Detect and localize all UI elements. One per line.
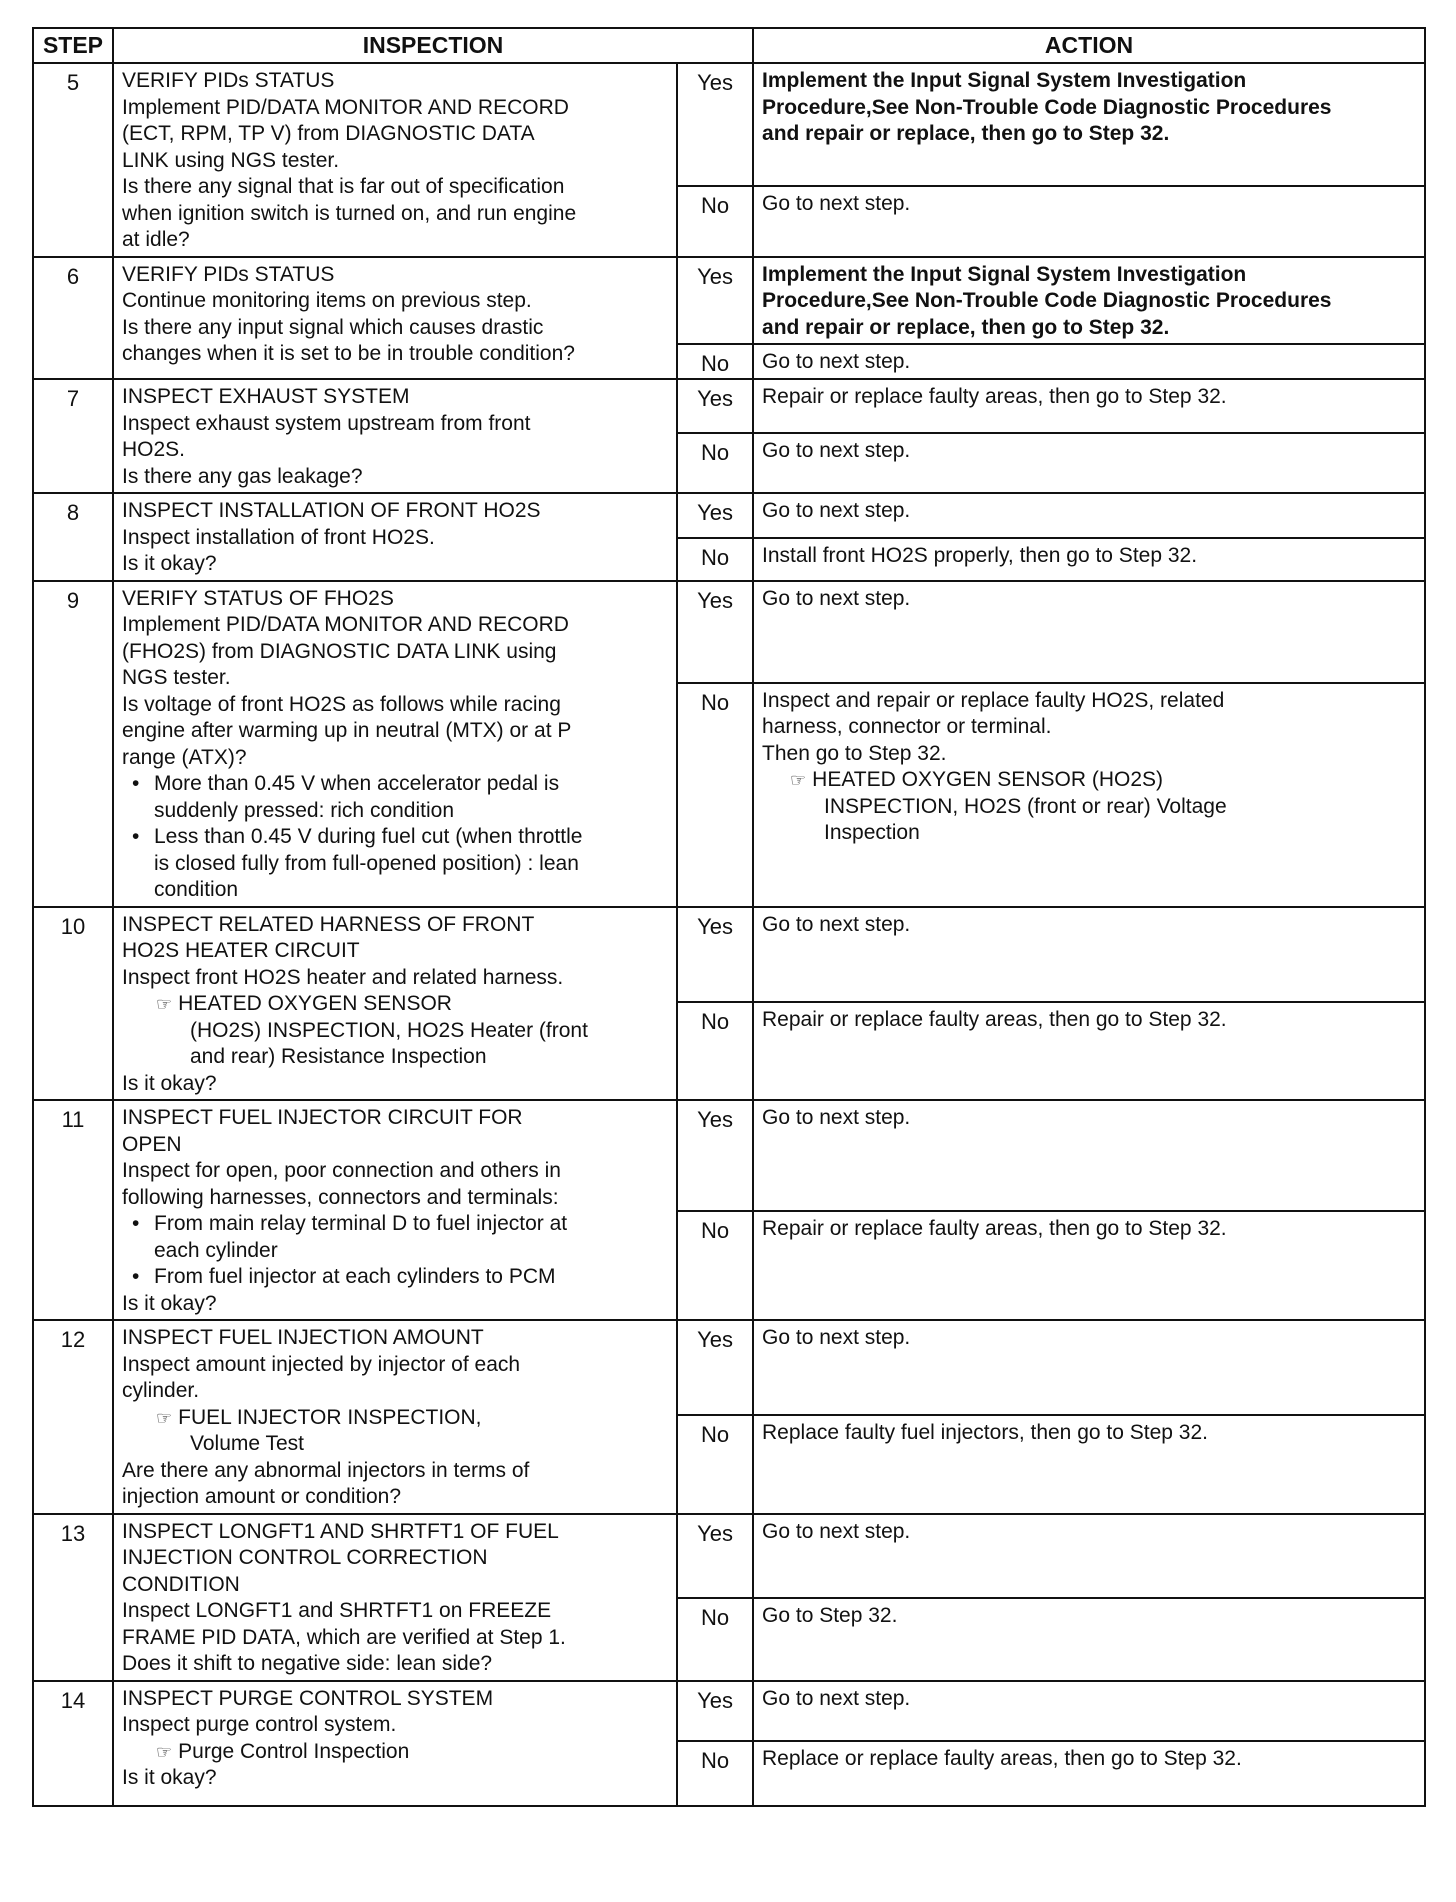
- inspection-line: Is it okay?: [122, 1071, 217, 1095]
- no-label: No: [677, 344, 753, 379]
- inspection-line: INSPECT LONGFT1 AND SHRTFT1 OF FUEL: [122, 1519, 559, 1543]
- reference-line: and rear) Resistance Inspection: [190, 1045, 487, 1068]
- table-row: [33, 581, 1425, 683]
- inspection-line: LINK using NGS tester.: [122, 148, 340, 172]
- yes-label: Yes: [677, 493, 753, 538]
- yes-action: [753, 63, 1425, 186]
- table-row: [33, 379, 1425, 433]
- no-label: No: [677, 1598, 753, 1680]
- table-row: [33, 907, 1425, 1002]
- no-label: No: [677, 186, 753, 256]
- action-line: Go to next step.: [762, 1326, 911, 1349]
- inspection-line: Are there any abnormal injectors in terms of: [122, 1458, 530, 1482]
- bullet-item: [122, 824, 670, 904]
- inspection-line: range (ATX)?: [122, 745, 247, 769]
- action-line: Go to Step 32.: [762, 1604, 898, 1628]
- inspection-line: INSPECT PURGE CONTROL SYSTEM: [122, 1686, 494, 1710]
- yes-action: [753, 907, 1425, 1002]
- bullet-text: From main relay terminal D to fuel injector at: [154, 1212, 568, 1235]
- table-row: [33, 63, 1425, 186]
- yes-label: Yes: [677, 907, 753, 1002]
- table-row: [33, 1100, 1425, 1211]
- bullet-dot-icon: •: [132, 1212, 140, 1235]
- inspection-line: Does it shift to negative side: lean side?: [122, 1652, 493, 1675]
- inspection-line: CONDITION: [122, 1572, 240, 1596]
- diagnostic-steps-table: [32, 27, 1426, 1807]
- action-line: harness, connector or terminal.: [762, 715, 1052, 739]
- inspection-line: cylinder.: [122, 1379, 200, 1402]
- reference-text: HEATED OXYGEN SENSOR (HO2S): [812, 768, 1163, 792]
- step-number: 7: [33, 379, 113, 493]
- yes-label: Yes: [677, 1100, 753, 1211]
- reference-text: FUEL INJECTOR INSPECTION,: [178, 1405, 482, 1429]
- table-row: [33, 257, 1425, 345]
- yes-label: Yes: [677, 257, 753, 345]
- table-body: [33, 63, 1425, 1806]
- bullet-dot-icon: •: [132, 772, 140, 795]
- inspection-cell: [113, 907, 677, 1101]
- bullet-dot-icon: •: [132, 1265, 140, 1288]
- yes-label: Yes: [677, 1514, 753, 1599]
- bullet-text: condition: [154, 878, 239, 901]
- action-line: Go to next step.: [762, 912, 911, 936]
- action-line: Repair or replace faulty areas, then go to Step 32.: [762, 1216, 1227, 1240]
- reference-text: HEATED OXYGEN SENSOR: [178, 992, 452, 1015]
- reference-line: [762, 767, 1420, 794]
- inspection-line: INSPECT EXHAUST SYSTEM: [122, 385, 410, 408]
- no-action: [753, 683, 1425, 907]
- action-line: Install front HO2S properly, then go to Step 32.: [762, 543, 1198, 567]
- bullet-item: [122, 1264, 670, 1291]
- table-row: [33, 1681, 1425, 1741]
- bullet-text: From fuel injector at each cylinders to PCM: [154, 1265, 556, 1288]
- bullet-item: [122, 1211, 670, 1264]
- yes-action: [753, 493, 1425, 538]
- step-number: 8: [33, 493, 113, 581]
- inspection-line: following harnesses, connectors and terminals:: [122, 1185, 559, 1209]
- action-line: Go to next step.: [762, 192, 911, 216]
- bullet-dot-icon: •: [132, 825, 140, 848]
- inspection-line: Continue monitoring items on previous step.: [122, 289, 532, 312]
- no-label: No: [677, 538, 753, 581]
- action-line: Go to next step.: [762, 350, 911, 373]
- bullet-text: suddenly pressed: rich condition: [154, 798, 455, 822]
- inspection-line: engine after warming up in neutral (MTX) or at P: [122, 719, 572, 742]
- inspection-cell: [113, 257, 677, 380]
- no-action: [753, 538, 1425, 581]
- inspection-line: when ignition switch is turned on, and run engine: [122, 201, 577, 225]
- inspection-line: INSPECT FUEL INJECTION AMOUNT: [122, 1326, 484, 1349]
- table-row: [33, 1320, 1425, 1415]
- inspection-cell: [113, 493, 677, 581]
- step-number: 14: [33, 1681, 113, 1806]
- reference-line: INSPECTION, HO2S (front or rear) Voltage: [824, 794, 1227, 818]
- header-step: STEP: [33, 28, 113, 63]
- inspection-cell: [113, 581, 677, 907]
- header-action: ACTION: [753, 28, 1425, 63]
- document-page: [32, 27, 1424, 1807]
- action-line: Implement the Input Signal System Investigation: [762, 69, 1247, 92]
- bullet-text: each cylinder: [154, 1238, 278, 1262]
- step-number: 6: [33, 257, 113, 380]
- inspection-line: INSPECT RELATED HARNESS OF FRONT: [122, 912, 535, 936]
- action-line: Repair or replace faulty areas, then go to Step 32.: [762, 385, 1227, 408]
- step-number: 5: [33, 63, 113, 257]
- inspection-line: Is there any gas leakage?: [122, 464, 363, 488]
- header-inspection: INSPECTION: [113, 28, 753, 63]
- action-line: Go to next step.: [762, 499, 911, 522]
- step-number: 10: [33, 907, 113, 1101]
- no-label: No: [677, 1741, 753, 1806]
- inspection-line: Is there any signal that is far out of specification: [122, 175, 565, 198]
- no-label: No: [677, 1211, 753, 1320]
- yes-action: [753, 1320, 1425, 1415]
- yes-label: Yes: [677, 63, 753, 186]
- inspection-line: Implement PID/DATA MONITOR AND RECORD: [122, 613, 569, 636]
- action-line: and repair or replace, then go to Step 32.: [762, 122, 1170, 145]
- no-action: [753, 1002, 1425, 1101]
- reference-line: Volume Test: [190, 1432, 305, 1455]
- no-action: [753, 186, 1425, 256]
- pointing-hand-icon: ☞: [156, 1741, 173, 1762]
- action-line: Go to next step.: [762, 1519, 911, 1543]
- action-line: Replace faulty fuel injectors, then go to Step 32.: [762, 1421, 1208, 1444]
- inspection-cell: [113, 1681, 677, 1806]
- no-label: No: [677, 1415, 753, 1514]
- inspection-line: VERIFY PIDs STATUS: [122, 262, 335, 286]
- no-action: [753, 433, 1425, 493]
- no-action: [753, 344, 1425, 379]
- no-label: No: [677, 683, 753, 907]
- reference-line: (HO2S) INSPECTION, HO2S Heater (front: [190, 1018, 588, 1042]
- inspection-line: VERIFY STATUS OF FHO2S: [122, 586, 394, 610]
- reference-line: [122, 1405, 670, 1432]
- inspection-line: Is voltage of front HO2S as follows while racing: [122, 692, 561, 716]
- inspection-line: (ECT, RPM, TP V) from DIAGNOSTIC DATA: [122, 122, 535, 145]
- action-line: Implement the Input Signal System Investigation: [762, 262, 1247, 286]
- inspection-line: NGS tester.: [122, 666, 231, 689]
- inspection-cell: [113, 379, 677, 493]
- table-row: [33, 493, 1425, 538]
- no-action: [753, 1741, 1425, 1806]
- inspection-cell: [113, 1320, 677, 1514]
- yes-label: Yes: [677, 581, 753, 683]
- yes-label: Yes: [677, 1320, 753, 1415]
- inspection-line: changes when it is set to be in trouble condition?: [122, 342, 575, 365]
- inspection-line: Is there any input signal which causes drastic: [122, 315, 544, 339]
- pointing-hand-icon: ☞: [156, 1407, 173, 1428]
- action-line: Inspect and repair or replace faulty HO2S, related: [762, 688, 1225, 712]
- action-line: Go to next step.: [762, 586, 911, 610]
- inspection-line: Inspect front HO2S heater and related harness.: [122, 965, 564, 989]
- action-line: Go to next step.: [762, 1686, 911, 1710]
- yes-label: Yes: [677, 1681, 753, 1741]
- yes-action: [753, 581, 1425, 683]
- inspection-line: Is it okay?: [122, 1766, 217, 1789]
- pointing-hand-icon: ☞: [790, 770, 807, 791]
- inspection-line: Inspect amount injected by injector of each: [122, 1352, 521, 1376]
- inspection-cell: [113, 1514, 677, 1681]
- inspection-line: FRAME PID DATA, which are verified at Step 1.: [122, 1625, 566, 1649]
- inspection-line: Is it okay?: [122, 1291, 217, 1315]
- inspection-line: Inspect for open, poor connection and others in: [122, 1159, 561, 1182]
- action-line: Procedure,See Non-Trouble Code Diagnostic Procedures: [762, 289, 1332, 312]
- no-action: [753, 1211, 1425, 1320]
- reference-line: [122, 991, 670, 1018]
- yes-label: Yes: [677, 379, 753, 433]
- reference-text: Purge Control Inspection: [178, 1739, 410, 1763]
- inspection-line: VERIFY PIDs STATUS: [122, 69, 335, 92]
- inspection-line: Inspect LONGFT1 and SHRTFT1 on FREEZE: [122, 1599, 552, 1622]
- yes-action: [753, 379, 1425, 433]
- table-header-row: [33, 28, 1425, 63]
- no-action: [753, 1415, 1425, 1514]
- action-line: Then go to Step 32.: [762, 741, 947, 765]
- yes-action: [753, 257, 1425, 345]
- action-line: Go to next step.: [762, 439, 911, 462]
- inspection-line: HO2S HEATER CIRCUIT: [122, 939, 360, 962]
- inspection-line: Inspect installation of front HO2S.: [122, 525, 435, 549]
- pointing-hand-icon: ☞: [156, 994, 173, 1014]
- bullet-text: is closed fully from full-opened position) : lean: [154, 851, 579, 875]
- inspection-line: at idle?: [122, 228, 190, 251]
- action-line: Repair or replace faulty areas, then go to Step 32.: [762, 1007, 1227, 1031]
- step-number: 12: [33, 1320, 113, 1514]
- step-number: 11: [33, 1100, 113, 1320]
- inspection-line: INJECTION CONTROL CORRECTION: [122, 1546, 488, 1569]
- action-line: Replace or replace faulty areas, then go to Step 32.: [762, 1746, 1242, 1770]
- yes-action: [753, 1514, 1425, 1599]
- inspection-line: Is it okay?: [122, 552, 217, 575]
- yes-action: [753, 1681, 1425, 1741]
- action-line: Procedure,See Non-Trouble Code Diagnostic Procedures: [762, 95, 1332, 119]
- inspection-cell: [113, 1100, 677, 1320]
- reference-line: [122, 1739, 670, 1766]
- no-label: No: [677, 1002, 753, 1101]
- inspection-line: Implement PID/DATA MONITOR AND RECORD: [122, 95, 569, 119]
- inspection-line: Inspect exhaust system upstream from front: [122, 411, 531, 435]
- table-row: [33, 1514, 1425, 1599]
- inspection-line: HO2S.: [122, 438, 186, 461]
- inspection-line: injection amount or condition?: [122, 1485, 402, 1508]
- inspection-line: INSPECT INSTALLATION OF FRONT HO2S: [122, 499, 541, 522]
- no-action: [753, 1598, 1425, 1680]
- step-number: 9: [33, 581, 113, 907]
- inspection-line: INSPECT FUEL INJECTOR CIRCUIT FOR: [122, 1106, 523, 1129]
- inspection-line: OPEN: [122, 1132, 182, 1156]
- bullet-text: More than 0.45 V when accelerator pedal is: [154, 772, 560, 795]
- inspection-line: Inspect purge control system.: [122, 1713, 397, 1736]
- yes-action: [753, 1100, 1425, 1211]
- inspection-line: (FHO2S) from DIAGNOSTIC DATA LINK using: [122, 639, 557, 663]
- step-number: 13: [33, 1514, 113, 1681]
- action-line: and repair or replace, then go to Step 32.: [762, 315, 1170, 339]
- inspection-cell: [113, 63, 677, 257]
- action-line: Go to next step.: [762, 1106, 911, 1129]
- no-label: No: [677, 433, 753, 493]
- bullet-text: Less than 0.45 V during fuel cut (when throttle: [154, 825, 583, 848]
- reference-line: Inspection: [824, 821, 920, 845]
- bullet-item: [122, 771, 670, 824]
